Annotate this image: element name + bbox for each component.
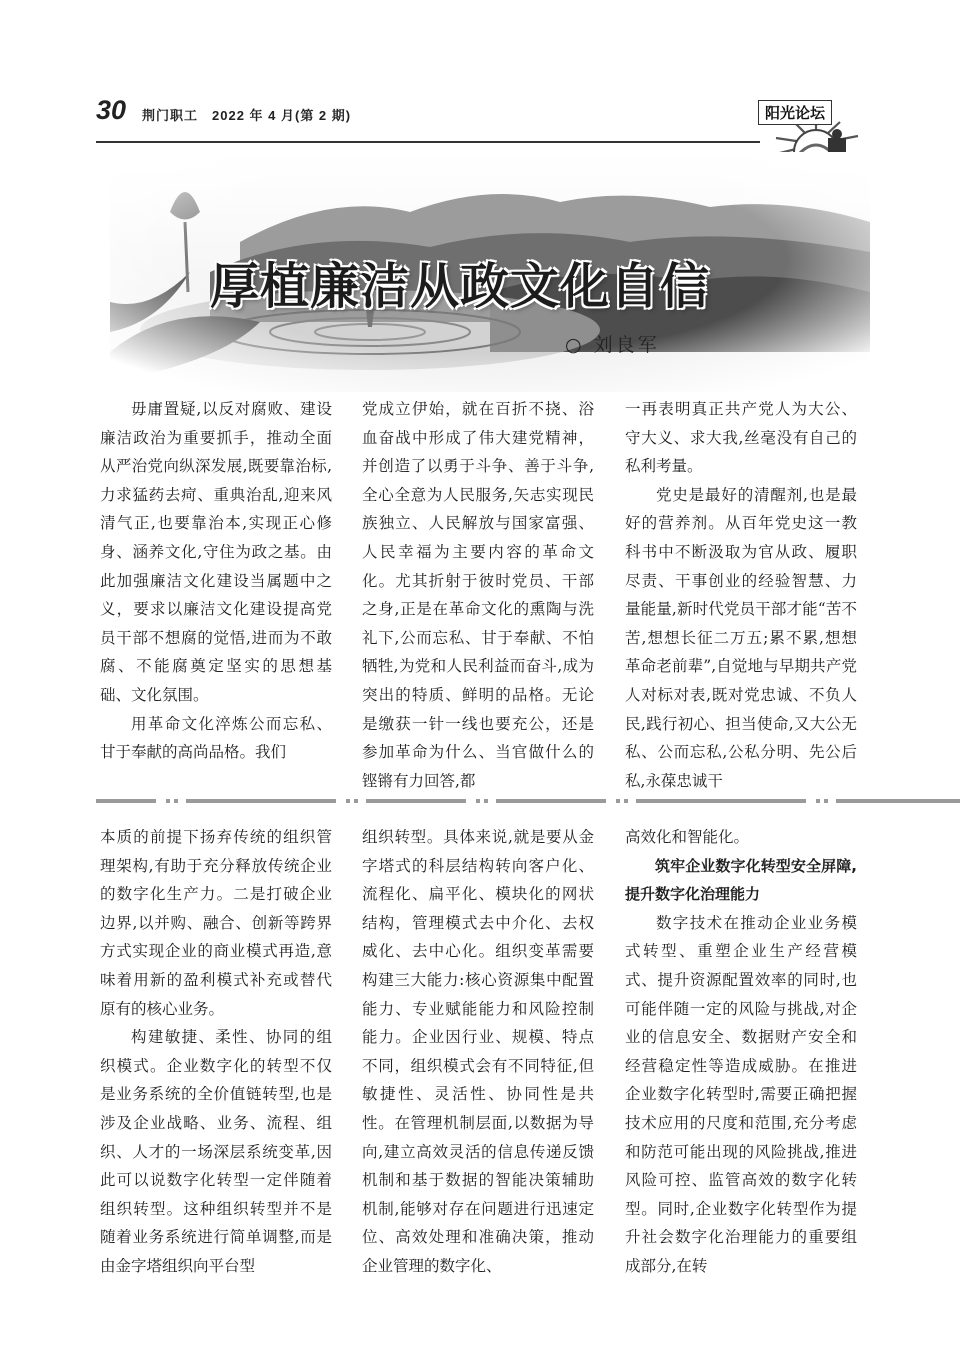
paragraph: 本质的前提下扬弃传统的组织管理架构,有助于充分释放传统企业的数字化生产力。二是打破企业边界,以并购、融合、创新等跨界方式实现企业的商业模式再造,意味着用新的盈利模式补充或替代原有的核心业务。 (100, 828, 332, 1018)
paragraph: 毋庸置疑,以反对腐败、建设廉洁政治为重要抓手，推动全面从严治党向纵深发展,既要靠治标,力求猛药去疴、重典治乱,迎来风清气正,也要靠治本,实现正心修身、涵养文化,守住为政之基。由此加强廉洁文化建设当属题中之义，要求以廉洁文化建设提高党员干部不想腐的觉悟,进而为不敢腐、不能腐奠定坚实的思想基础、文化氛围。 (100, 400, 332, 704)
header-rule (96, 141, 760, 143)
top-column-1 (100, 395, 332, 767)
bottom-column-3 (625, 823, 857, 1281)
paragraph: 用革命文化淬炼公而忘私、甘于奉献的高尚品格。我们 (100, 714, 332, 762)
publication-info: 荆门职工 2022 年 4 月(第 2 期) (142, 108, 352, 123)
section-subheading: 筑牢企业数字化转型安全屏障,提升数字化治理能力 (625, 856, 857, 904)
page-number: 30 (96, 95, 127, 125)
top-column-2 (362, 395, 594, 795)
top-column-3 (625, 395, 857, 795)
paragraph: 党成立伊始，就在百折不挠、浴血奋战中形成了伟大建党精神，并创造了以勇于斗争、善于斗争,全心全意为人民服务,矢志实现民族独立、人民解放与国家富强、人民幸福为主要内容的革命文化。尤其折射于彼时党员、干部之身,正是在革命文化的熏陶与洗礼下,公而忘私、甘于奉献、不怕牺牲,为党和人民利益而奋斗,成为突出的特质、鲜明的品格。无论是缴获一针一线也要充公，还是参加革命为什么、当官做什么的铿锵有力回答,都 (362, 400, 594, 790)
column-name: 阳光论坛 (758, 100, 832, 125)
paragraph: 数字技术在推动企业业务模式转型、重塑企业生产经营模式、提升资源配置效率的同时,也可能伴随一定的风险与挑战,对企业的信息安全、数据财产安全和经营稳定性等造成威胁。在推进企业数字化转型时,需要正确把握技术应用的尺度和范围,充分考虑和防范可能出现的风险挑战,推进风险可控、监管高效的数字化转型。同时,企业数字化转型作为提升社会数字化治理能力的重要组成部分,在转 (625, 913, 857, 1275)
paragraph: 构建敏捷、柔性、协同的组织模式。企业数字化的转型不仅是业务系统的全价值链转型,也是涉及企业战略、业务、流程、组织、人才的一场深层系统变革,因此可以说数字化转型一定伴随着组织转型。这种组织转型并不是随着业务系统进行简单调整,而是由金字塔组织向平台型 (100, 1028, 332, 1275)
article-byline: ○ 刘良军 (565, 334, 660, 356)
article-title: 厚植廉洁从政文化自信 (210, 258, 711, 315)
paragraph: 组织转型。具体来说,就是要从金字塔式的科层结构转向客户化、流程化、扁平化、模块化的网状结构，管理模式去中介化、去权威化、去中心化。组织变革需要构建三大能力:核心资源集中配置能力、专业赋能能力和风险控制能力。企业因行业、规模、特点不同，组织模式会有不同特征,但敏捷性、灵活性、协同性是共性。在管理机制层面,以数据为导向,建立高效灵活的信息传递反馈机制和基于数据的智能决策辅助机制,能够对存在问题进行迅速定位、高效处理和准确决策，推动企业管理的数字化、 (362, 828, 594, 1275)
bottom-column-1 (100, 823, 332, 1281)
section-divider (96, 797, 960, 805)
paragraph: 一再表明真正共产党人为大公、守大义、求大我,丝毫没有自己的私利考量。 (625, 400, 857, 476)
page-header (96, 95, 762, 141)
bottom-column-2 (362, 823, 594, 1281)
paragraph: 高效化和智能化。 (625, 828, 750, 846)
paragraph: 党史是最好的清醒剂,也是最好的营养剂。从百年党史这一教科书中不断汲取为官从政、履职尽责、干事创业的经验智慧、力量能量,新时代党员干部才能“苦不苦,想想长征二万五;累不累,想想革命老前辈”,自觉地与早期共产党人对标对表,既对党忠诚、不负人民,践行初心、担当使命,又大公无私、公而忘私,公私分明、先公后私,永葆忠诚干 (625, 485, 857, 790)
